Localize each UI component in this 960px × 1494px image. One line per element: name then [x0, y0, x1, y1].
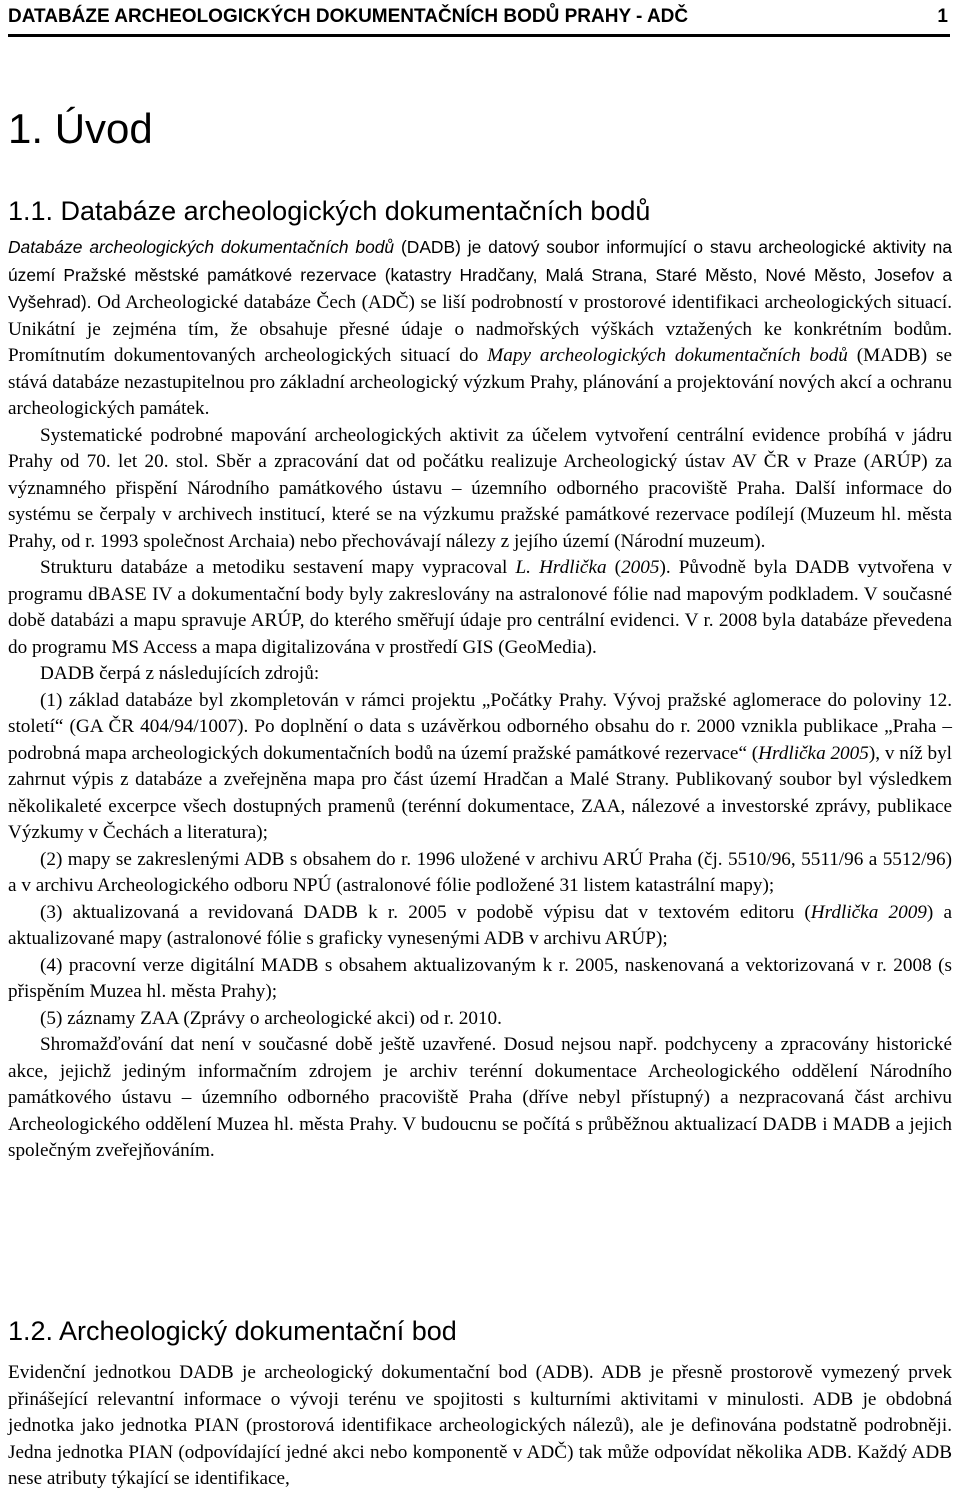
italic-term: Mapy archeologických dokumentačních bodů	[487, 345, 848, 366]
chapter-title: 1. Úvod	[8, 105, 153, 152]
section-heading-1-1: 1.1. Databáze archeologických dokumentačních bodů	[8, 196, 651, 226]
text-run: (3) aktualizovaná a revidovaná DADB k r. 2005 v podobě výpisu dat v textovém editoru (	[40, 901, 811, 923]
italic-citation: 2005	[621, 557, 660, 578]
text-run: Strukturu databáze a metodiku sestavení mapy vypracoval	[40, 557, 516, 578]
paragraph	[8, 234, 952, 423]
list-item: (4) pracovní verze digitální MADB s obsahem aktualizovaným k r. 2005, naskenovaná a vektorizovaná v r. 2008 (s přispěním Muzea hl. města Prahy);	[8, 954, 952, 1002]
text-run: ). Původně byla DADB vytvořena v programu dBASE IV a dokumentační body byly zakreslovány na astralonové fólie nad mapovým podkladem. V současné době databázi a mapu spravuje ARÚP, do kterého směřují údaje pro centrální evidenci. V r. 2008 byla databáze převedena do programu MS Access a mapa digitalizována v prostředí GIS (GeoMedia).	[8, 557, 953, 658]
list-item	[8, 900, 952, 953]
text-run: (	[606, 557, 622, 578]
section-1-1-body	[8, 234, 952, 1165]
paragraph: DADB čerpá z následujících zdrojů:	[40, 663, 320, 684]
paragraph: Shromažďování dat není v současné době ještě uzavřené. Dosud nejsou např. podchyceny a zpracovány historické akce, jejichž jediným informačním zdrojem je archiv terénní dokumentace Archeologického oddělení Národního památkového ústavu – územního odborného pracoviště Praha (dříve nebyl přístupný) a nezpracovaná část archivu Archeologického oddělení Muzea hl. města Prahy. V budoucnu se počítá s průběžnou aktualizací DADB i MADB a jejich společným zveřejňováním.	[8, 1034, 952, 1161]
list-item	[8, 688, 952, 847]
list-item: (5) záznamy ZAA (Zprávy o archeologické akci) od r. 2010.	[40, 1007, 502, 1029]
text-run: ) a aktualizované mapy (astralonové fólie s graficky vynesenými ADB v archivu ARÚP);	[8, 901, 953, 949]
italic-citation: Hrdlička 2005	[758, 742, 869, 764]
paragraph	[8, 555, 952, 661]
italic-citation: Hrdlička 2009	[810, 901, 927, 923]
page-header	[8, 0, 950, 37]
paragraph: Evidenční jednotkou DADB je archeologický dokumentační bod (ADB). ADB je přesně prostorově vymezený prvek přinášející relevantní informace o vývoji terénu ve spojitosti s kulturními aktivitami v minulosti. ADB je obdobná jednotka jako jednotka PIAN (prostorová identifikace archeologických nálezů), ale je definována podstatně podrobněji. Jedna jednotka PIAN (odpovídající jedné akci nebo komponentě v ADČ) tak může odpovídat několika ADB. Každý ADB nese atributy týkající se identifikace,	[8, 1362, 952, 1489]
running-header-title: DATABÁZE ARCHEOLOGICKÝCH DOKUMENTAČNÍCH BODŮ PRAHY - ADČ	[8, 6, 689, 27]
section-1-2-body	[8, 1360, 952, 1493]
page-number: 1	[937, 6, 948, 27]
italic-citation: L. Hrdlička	[515, 557, 607, 578]
italic-term: Databáze archeologických dokumentačních bodů	[8, 237, 395, 257]
text-run: Od Archeologické databáze Čech (ADČ) se liší podrobností v prostorové identifikaci archeologických situací. Unikátní je zejména tím, že obsahuje přesné údaje o nadmořských výškách vztažených ke konkrétním bodům. Promítnutím dokumentovaných archeologických situací do	[8, 292, 952, 366]
section-heading-1-2: 1.2. Archeologický dokumentační bod	[8, 1316, 457, 1346]
text-run: (MADB) se stává databáze nezastupitelnou pro základní archeologický výzkum Prahy, plánování a projektování nových akcí a ochranu archeologických památek.	[8, 345, 952, 419]
paragraph: Systematické podrobné mapování archeologických aktivit za účelem vytvoření centrální evidence probíhá v jádru Prahy od 70. let 20. stol. Sběr a zpracování dat od počátku realizuje Archeologický ústav AV ČR v Praze (ARÚP) za významného přispění Národního památkového ústavu – územního odborného pracoviště Praha. Další informace do systému se čerpaly v archivech institucí, které se na výzkumu pražské památkové rezervace podílejí (Muzeum hl. města Prahy, od r. 1993 společnost Archaia) nebo přechovávají nálezy z jejího území (Národní muzeum).	[8, 424, 952, 552]
text-run: (DADB) je datový soubor informující o stavu archeologické aktivity na území Pražské městské památkové rezervace (katastry Hradčany, Malá Strana, Staré Město, Nové Město, Josefov a Vyšehrad).	[8, 237, 952, 312]
text-run: (1) základ databáze byl zkompletován v rámci projektu „Počátky Prahy. Vývoj pražské aglomerace do poloviny 12. století“ (GA ČR 404/94/1007). Po doplnění o data s uzávěrkou odborného obsahu do r. 2000 vznikla publikace „Praha – podrobná mapa archeologických dokumentačních bodů na území pražské památkové rezervace“ (	[8, 689, 952, 764]
list-item: (2) mapy se zakreslenými ADB s obsahem do r. 1996 uložené v archivu ARÚ Praha (čj. 5510/96, 5511/96 a 5512/96) a v archivu Archeologického odboru NPÚ (astralonové fólie podložené 31 listem katastrální mapy);	[8, 848, 952, 896]
text-run: ), v níž byl zahrnut výpis z databáze a zveřejněna mapa pro část území Hradčan a Malé Strany. Publikovaný soubor byl výsledkem několikaleté excerpce všech dostupných pramenů (terénní dokumentace, ZAA, nálezové a investorské zprávy, publikace Výzkumy v Čechách a literatura);	[8, 742, 952, 843]
